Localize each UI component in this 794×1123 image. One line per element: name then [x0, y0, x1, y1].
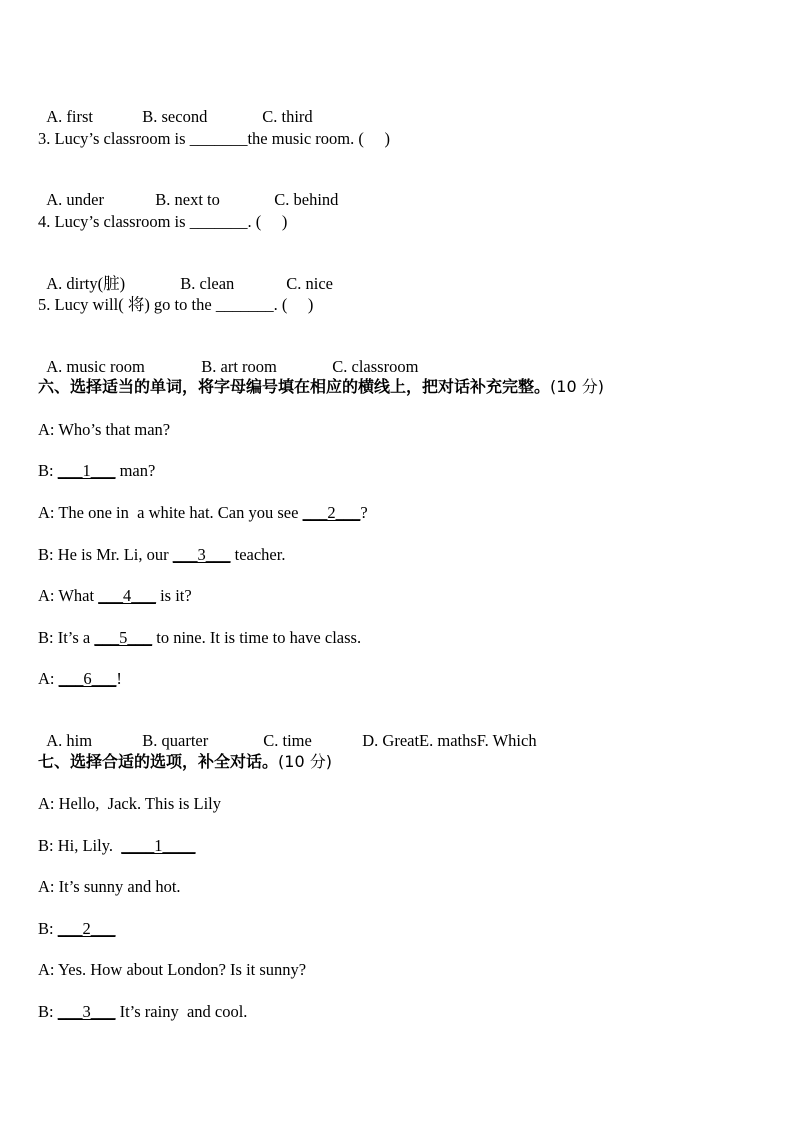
s6-line-5-post: is it?: [155, 586, 192, 605]
s6-line-1-text: A: Who’s that man?: [38, 420, 171, 439]
s7-line-1-text: A: Hello, Jack. This is Lily: [38, 794, 222, 813]
s6-blank-5: ___5___: [94, 628, 153, 647]
s6-line-3: [38, 503, 368, 523]
s6-line-2-post: man?: [115, 461, 156, 480]
s7-line-3-text: A: It’s sunny and hot.: [38, 877, 181, 896]
q2-options: [38, 87, 313, 127]
s6-line-5: [38, 586, 192, 606]
q3-stem: [38, 129, 390, 149]
q5-option-c: C. classroom: [332, 357, 419, 376]
s6-line-7-post: !: [116, 669, 122, 688]
s6-line-6: [38, 628, 361, 648]
s7-line-6-post: It’s rainy and cool.: [115, 1002, 248, 1021]
q4-text-pre: 4. Lucy’s classroom is: [38, 212, 190, 231]
s7-line-5-text: A: Yes. How about London? Is it sunny?: [38, 960, 307, 979]
s6-line-5-pre: A: What: [38, 586, 99, 605]
s6-line-4-post: teacher.: [230, 545, 286, 564]
section-6-points: (10 分): [550, 377, 604, 396]
s6-line-4: [38, 545, 285, 565]
q4-stem: [38, 212, 287, 232]
q2-option-a: A. first: [46, 107, 93, 126]
s7-blank-1: ____1____: [121, 836, 196, 855]
q5-option-b: B. art room: [201, 357, 277, 376]
q4-option-c: C. nice: [286, 274, 333, 293]
q3-option-b: B. next to: [155, 190, 220, 209]
s7-line-4-pre: B:: [38, 919, 58, 938]
s6-line-1: [38, 420, 170, 440]
s7-line-2-pre: B: Hi, Lily.: [38, 836, 122, 855]
s6-line-4-pre: B: He is Mr. Li, our: [38, 545, 173, 564]
s6-blank-6: ___6___: [58, 669, 117, 688]
q2-option-b: B. second: [142, 107, 208, 126]
s7-blank-2: ___2___: [57, 919, 116, 938]
section-7-heading: [38, 752, 332, 772]
s6-option-c: C. time: [263, 731, 312, 750]
s6-blank-1: ___1___: [57, 461, 116, 480]
section-6-heading: [38, 377, 604, 397]
q3-blank: _______: [189, 129, 248, 148]
s6-line-6-pre: B: It’s a: [38, 628, 95, 647]
q4-blank: _______: [189, 212, 248, 231]
s7-line-5: [38, 960, 306, 980]
s7-line-1: [38, 794, 221, 814]
q5-text-post: . ( ): [273, 295, 314, 314]
q4-option-a: A. dirty(脏): [46, 274, 126, 293]
s6-line-2-pre: B:: [38, 461, 58, 480]
q3-options: [38, 170, 338, 210]
q5-options: [38, 337, 418, 377]
q2-option-c: C. third: [262, 107, 313, 126]
q4-options: [38, 254, 333, 294]
s6-line-7: [38, 669, 122, 689]
s7-line-6-pre: B:: [38, 1002, 58, 1021]
q5-text-pre: 5. Lucy will( 将) go to the: [38, 295, 216, 314]
section-7-points: (10 分): [278, 752, 332, 771]
s6-blank-2: ___2___: [302, 503, 361, 522]
s7-line-6: [38, 1002, 247, 1022]
q4-option-b: B. clean: [180, 274, 235, 293]
s6-line-7-pre: A:: [38, 669, 59, 688]
s6-blank-4: ___4___: [98, 586, 156, 605]
s6-option-def: D. GreatE. mathsF. Which: [362, 731, 537, 750]
q3-text-post: the music room. ( ): [247, 129, 390, 148]
s7-line-4: [38, 919, 115, 939]
q3-option-a: A. under: [46, 190, 104, 209]
section-7-title: 七、选择合适的选项，补全对话。: [38, 752, 279, 771]
q5-option-a: A. music room: [46, 357, 145, 376]
s7-line-2: [38, 836, 196, 856]
s6-options: [38, 711, 537, 751]
s6-line-3-post: ?: [360, 503, 368, 522]
s7-blank-3: ___3___: [57, 1002, 116, 1021]
s6-option-b: B. quarter: [142, 731, 209, 750]
q5-stem: [38, 295, 313, 315]
s6-line-6-post: to nine. It is time to have class.: [152, 628, 362, 647]
s6-option-a: A. him: [46, 731, 93, 750]
s7-line-3: [38, 877, 181, 897]
s6-line-2: [38, 461, 155, 481]
q5-blank: _______: [215, 295, 274, 314]
s6-blank-3: ___3___: [172, 545, 231, 564]
q4-text-post: . ( ): [247, 212, 288, 231]
s6-line-3-pre: A: The one in a white hat. Can you see: [38, 503, 303, 522]
q3-option-c: C. behind: [274, 190, 339, 209]
section-6-title: 六、选择适当的单词，将字母编号填在相应的横线上，把对话补充完整。: [38, 377, 551, 396]
q3-text-pre: 3. Lucy’s classroom is: [38, 129, 190, 148]
